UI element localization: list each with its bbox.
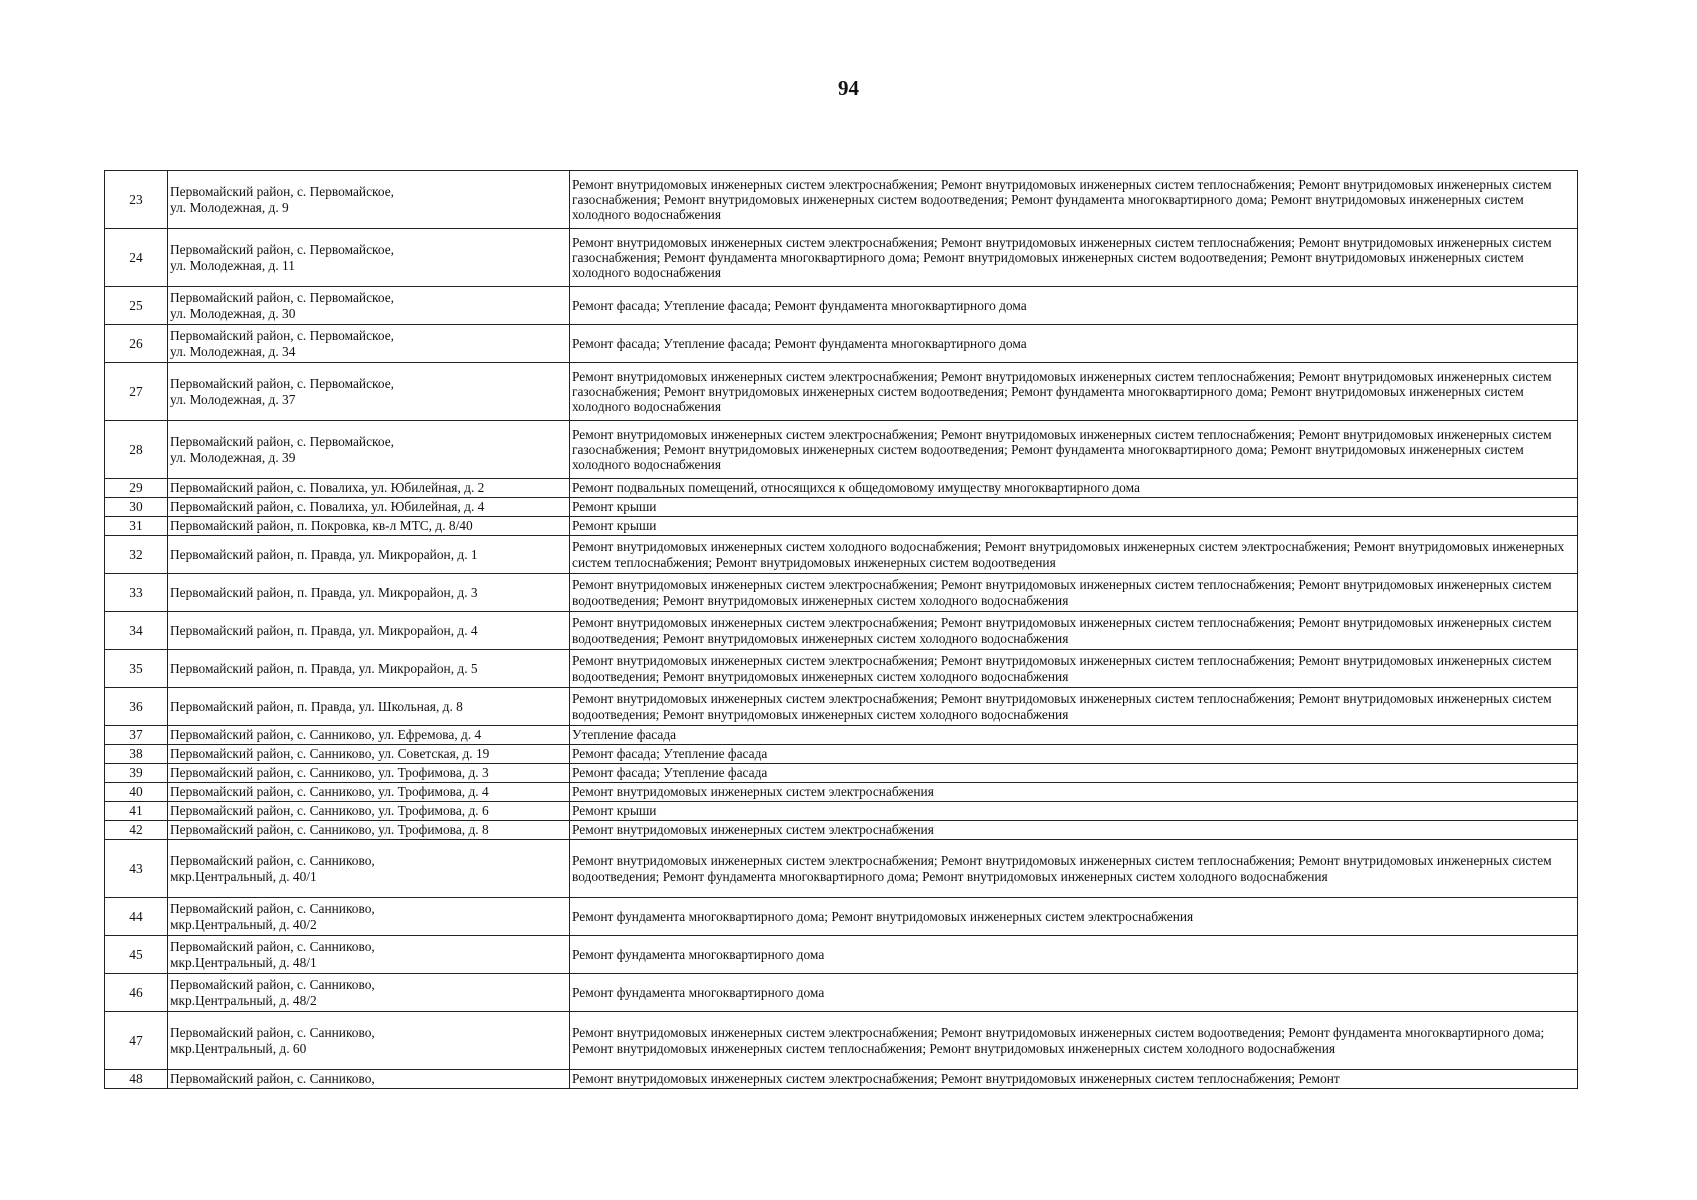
address-line: ул. Молодежная, д. 9 [170, 199, 289, 215]
table-row [105, 688, 1578, 726]
address-line: Первомайский район, п. Правда, ул. Микрорайон, д. 1 [170, 546, 478, 562]
address-line: Первомайский район, с. Санниково, ул. Трофимова, д. 3 [170, 765, 489, 781]
address-line: Первомайский район, с. Первомайское, [170, 434, 394, 450]
address-cell [168, 745, 570, 764]
table-row [105, 764, 1578, 783]
table-row [105, 517, 1578, 536]
address-line: Первомайский район, с. Первомайское, [170, 290, 394, 306]
address-line: ул. Молодежная, д. 39 [170, 449, 296, 465]
row-number: 40 [105, 783, 168, 802]
works-cell: Утепление фасада [570, 726, 1578, 745]
address-line: Первомайский район, п. Правда, ул. Микрорайон, д. 5 [170, 660, 478, 676]
address-cell [168, 517, 570, 536]
address-line: Первомайский район, с. Первомайское, [170, 242, 394, 258]
table-row [105, 974, 1578, 1012]
works-cell: Ремонт фундамента многоквартирного дома; Ремонт внутридомовых инженерных систем электроснабжения [570, 898, 1578, 936]
row-number: 32 [105, 536, 168, 574]
row-number: 25 [105, 287, 168, 325]
works-cell: Ремонт крыши [570, 517, 1578, 536]
table-row [105, 536, 1578, 574]
address-cell [168, 612, 570, 650]
address-line: ул. Молодежная, д. 11 [170, 257, 295, 273]
table-row [105, 650, 1578, 688]
row-number: 43 [105, 840, 168, 898]
address-cell [168, 1070, 570, 1089]
row-number: 39 [105, 764, 168, 783]
address-cell [168, 764, 570, 783]
works-cell: Ремонт внутридомовых инженерных систем холодного водоснабжения; Ремонт внутридомовых инженерных систем электроснабжения; Ремонт внутридомовых инженерных систем теплоснабжения; Ремонт внутридомовых инженерных систем водоотведения [570, 536, 1578, 574]
address-cell [168, 325, 570, 363]
row-number: 33 [105, 574, 168, 612]
address-cell [168, 974, 570, 1012]
works-cell: Ремонт подвальных помещений, относящихся к общедомовому имуществу многоквартирного дома [570, 479, 1578, 498]
works-cell: Ремонт внутридомовых инженерных систем электроснабжения; Ремонт внутридомовых инженерных систем теплоснабжения; Ремонт внутридомовых инженерных систем газоснабжения; Ремонт внутридомовых инженерных систем водоотведения; Ремонт фундамента многоквартирного дома; Ремонт внутридомовых инженерных систем холодного водоснабжения [570, 171, 1578, 229]
address-cell [168, 498, 570, 517]
address-line: Первомайский район, с. Повалиха, ул. Юбилейная, д. 2 [170, 480, 485, 496]
works-cell: Ремонт внутридомовых инженерных систем электроснабжения; Ремонт внутридомовых инженерных систем теплоснабжения; Ремонт внутридомовых инженерных систем газоснабжения; Ремонт фундамента многоквартирного дома; Ремонт внутридомовых инженерных систем водоотведения; Ремонт внутридомовых инженерных систем холодного водоснабжения [570, 229, 1578, 287]
table-row [105, 171, 1578, 229]
works-cell: Ремонт внутридомовых инженерных систем электроснабжения; Ремонт внутридомовых инженерных систем теплоснабжения; Ремонт внутридомовых инженерных систем водоотведения; Ремонт внутридомовых инженерных систем холодного водоснабжения [570, 650, 1578, 688]
works-cell: Ремонт внутридомовых инженерных систем электроснабжения; Ремонт внутридомовых инженерных систем теплоснабжения; Ремонт внутридомовых инженерных систем водоотведения; Ремонт внутридомовых инженерных систем холодного водоснабжения [570, 574, 1578, 612]
works-cell: Ремонт внутридомовых инженерных систем электроснабжения; Ремонт внутридомовых инженерных систем теплоснабжения; Ремонт внутридомовых инженерных систем водоотведения; Ремонт внутридомовых инженерных систем холодного водоснабжения [570, 612, 1578, 650]
row-number: 34 [105, 612, 168, 650]
table-row [105, 498, 1578, 517]
row-number: 30 [105, 498, 168, 517]
table-row [105, 745, 1578, 764]
address-line: ул. Молодежная, д. 30 [170, 305, 296, 321]
address-line: Первомайский район, с. Санниково, [170, 1071, 375, 1087]
address-line: Первомайский район, с. Санниково, [170, 1025, 375, 1041]
address-cell [168, 726, 570, 745]
address-line: мкр.Центральный, д. 40/1 [170, 868, 317, 884]
table-row [105, 287, 1578, 325]
row-number: 31 [105, 517, 168, 536]
row-number: 37 [105, 726, 168, 745]
address-cell [168, 650, 570, 688]
address-line: Первомайский район, с. Первомайское, [170, 376, 394, 392]
works-cell: Ремонт фасада; Утепление фасада; Ремонт фундамента многоквартирного дома [570, 287, 1578, 325]
table-row [105, 363, 1578, 421]
row-number: 45 [105, 936, 168, 974]
address-line: мкр.Центральный, д. 60 [170, 1040, 307, 1056]
address-line: мкр.Центральный, д. 48/2 [170, 992, 317, 1008]
row-number: 47 [105, 1012, 168, 1070]
address-line: Первомайский район, с. Санниково, ул. Трофимова, д. 6 [170, 803, 489, 819]
address-line: Первомайский район, с. Санниково, [170, 853, 375, 869]
address-cell [168, 1012, 570, 1070]
works-cell: Ремонт фасада; Утепление фасада; Ремонт фундамента многоквартирного дома [570, 325, 1578, 363]
table-body [105, 171, 1578, 1089]
address-line: Первомайский район, с. Санниково, [170, 977, 375, 993]
table-row [105, 1070, 1578, 1089]
address-cell [168, 802, 570, 821]
row-number: 23 [105, 171, 168, 229]
row-number: 48 [105, 1070, 168, 1089]
address-line: ул. Молодежная, д. 34 [170, 343, 296, 359]
repair-works-table [104, 170, 1578, 1089]
works-cell: Ремонт внутридомовых инженерных систем электроснабжения; Ремонт внутридомовых инженерных систем теплоснабжения; Ремонт внутридомовых инженерных систем водоотведения; Ремонт внутридомовых инженерных систем холодного водоснабжения [570, 688, 1578, 726]
row-number: 44 [105, 898, 168, 936]
address-line: Первомайский район, с. Санниково, ул. Трофимова, д. 8 [170, 822, 489, 838]
table-row [105, 840, 1578, 898]
row-number: 42 [105, 821, 168, 840]
table-row [105, 479, 1578, 498]
address-line: Первомайский район, п. Правда, ул. Школьная, д. 8 [170, 698, 463, 714]
row-number: 26 [105, 325, 168, 363]
address-line: Первомайский район, п. Правда, ул. Микрорайон, д. 4 [170, 622, 478, 638]
table-row [105, 574, 1578, 612]
address-cell [168, 783, 570, 802]
address-cell [168, 229, 570, 287]
works-cell: Ремонт крыши [570, 498, 1578, 517]
address-line: Первомайский район, с. Санниково, ул. Ефремова, д. 4 [170, 727, 482, 743]
address-cell [168, 821, 570, 840]
address-line: ул. Молодежная, д. 37 [170, 391, 296, 407]
address-line: Первомайский район, с. Санниково, ул. Советская, д. 19 [170, 746, 490, 762]
table-row [105, 783, 1578, 802]
table-row [105, 229, 1578, 287]
works-cell: Ремонт фасада; Утепление фасада [570, 764, 1578, 783]
address-line: Первомайский район, с. Первомайское, [170, 328, 394, 344]
address-cell [168, 421, 570, 479]
address-cell [168, 479, 570, 498]
table-row [105, 936, 1578, 974]
table-row [105, 421, 1578, 479]
works-cell: Ремонт фундамента многоквартирного дома [570, 936, 1578, 974]
address-line: Первомайский район, с. Санниково, ул. Трофимова, д. 4 [170, 784, 489, 800]
address-cell [168, 936, 570, 974]
works-cell: Ремонт внутридомовых инженерных систем электроснабжения; Ремонт внутридомовых инженерных систем теплоснабжения; Ремонт внутридомовых инженерных систем водоотведения; Ремонт фундамента многоквартирного дома; Ремонт внутридомовых инженерных систем холодного водоснабжения [570, 840, 1578, 898]
row-number: 28 [105, 421, 168, 479]
address-line: Первомайский район, с. Санниково, [170, 939, 375, 955]
table-row [105, 325, 1578, 363]
row-number: 24 [105, 229, 168, 287]
table-row [105, 1012, 1578, 1070]
works-cell: Ремонт внутридомовых инженерных систем электроснабжения [570, 783, 1578, 802]
address-line: мкр.Центральный, д. 40/2 [170, 916, 317, 932]
works-cell: Ремонт внутридомовых инженерных систем электроснабжения; Ремонт внутридомовых инженерных систем теплоснабжения; Ремонт [570, 1070, 1578, 1089]
table-row [105, 612, 1578, 650]
table-row [105, 726, 1578, 745]
address-cell [168, 363, 570, 421]
address-cell [168, 688, 570, 726]
works-cell: Ремонт внутридомовых инженерных систем электроснабжения [570, 821, 1578, 840]
address-line: Первомайский район, с. Повалиха, ул. Юбилейная, д. 4 [170, 499, 485, 515]
works-cell: Ремонт фасада; Утепление фасада [570, 745, 1578, 764]
address-cell [168, 171, 570, 229]
works-cell: Ремонт внутридомовых инженерных систем электроснабжения; Ремонт внутридомовых инженерных систем водоотведения; Ремонт фундамента многоквартирного дома; Ремонт внутридомовых инженерных систем теплоснабжения; Ремонт внутридомовых инженерных систем холодного водоснабжения [570, 1012, 1578, 1070]
table-row [105, 802, 1578, 821]
row-number: 35 [105, 650, 168, 688]
address-line: Первомайский район, п. Покровка, кв-л МТС, д. 8/40 [170, 518, 473, 534]
table-row [105, 821, 1578, 840]
address-line: Первомайский район, п. Правда, ул. Микрорайон, д. 3 [170, 584, 478, 600]
row-number: 41 [105, 802, 168, 821]
address-cell [168, 840, 570, 898]
row-number: 38 [105, 745, 168, 764]
address-line: Первомайский район, с. Санниково, [170, 901, 375, 917]
address-cell [168, 287, 570, 325]
works-cell: Ремонт внутридомовых инженерных систем электроснабжения; Ремонт внутридомовых инженерных систем теплоснабжения; Ремонт внутридомовых инженерных систем газоснабжения; Ремонт внутридомовых инженерных систем водоотведения; Ремонт фундамента многоквартирного дома; Ремонт внутридомовых инженерных систем холодного водоснабжения [570, 421, 1578, 479]
row-number: 46 [105, 974, 168, 1012]
address-cell [168, 898, 570, 936]
address-cell [168, 574, 570, 612]
works-cell: Ремонт крыши [570, 802, 1578, 821]
works-cell: Ремонт внутридомовых инженерных систем электроснабжения; Ремонт внутридомовых инженерных систем теплоснабжения; Ремонт внутридомовых инженерных систем газоснабжения; Ремонт внутридомовых инженерных систем водоотведения; Ремонт фундамента многоквартирного дома; Ремонт внутридомовых инженерных систем холодного водоснабжения [570, 363, 1578, 421]
row-number: 27 [105, 363, 168, 421]
address-cell [168, 536, 570, 574]
table-row [105, 898, 1578, 936]
row-number: 29 [105, 479, 168, 498]
works-cell: Ремонт фундамента многоквартирного дома [570, 974, 1578, 1012]
page-number: 94 [838, 76, 859, 100]
address-line: мкр.Центральный, д. 48/1 [170, 954, 317, 970]
row-number: 36 [105, 688, 168, 726]
address-line: Первомайский район, с. Первомайское, [170, 184, 394, 200]
